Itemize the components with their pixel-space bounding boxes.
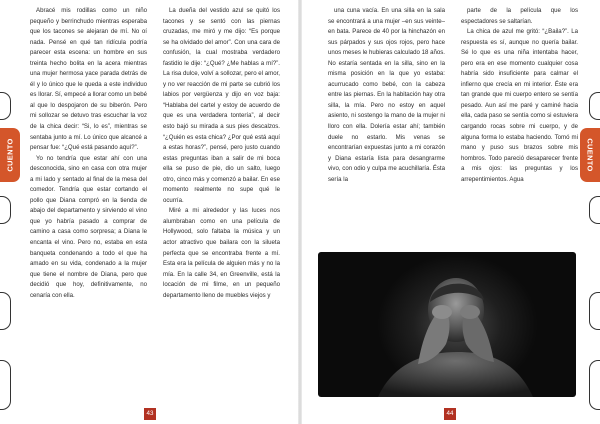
page-edge-tab-outline	[589, 196, 600, 224]
page-number: 43	[144, 408, 156, 420]
section-tab-label: CUENTO	[5, 138, 15, 172]
section-tab-label: CUENTO	[585, 138, 595, 172]
paragraph: Miré a mi alrededor y las luces nos alumbraban como en una película de Hollywood, solo faltaba la música y un actor atractivo que bailara con la silueta perfecta que se encontraba frente a mí. Esta era la película de alguien más y no la mía. En la calle 34, en Greenville, está la locación de mi filme, en un pequeño departamento lleno de muebles viejos y	[163, 207, 280, 299]
page-edge-tab-outline	[589, 92, 600, 120]
book-gutter	[298, 0, 302, 424]
page-edge-tab-outline	[0, 92, 11, 120]
section-tab-left	[0, 128, 20, 182]
paragraph: Abracé mis rodillas como un niño pequeño y berrinchudo mientras esperaba que los tacones se alejaran de mí. No oí nada. Pensé en qué tan ridícula podría parecer esta escena: un hombre en sus treinta hecho bolita en la acera mientras una mujer hermosa yace parada detrás de él y lo único que le queda a este individuo es llorar. Sí, empecé a llorar como un bebé al que lo despojaron de su biberón. Pero mi sollozar se detuvo tras escuchar la voz de la chica decir: “Si, lo es”, mientras se sentaba junto a mí. Lo único que alcancé a pensar fue: “¿Qué está pasando aquí?”.	[30, 7, 147, 152]
left-page-column-1	[30, 6, 147, 301]
page-edge-tab-outline	[0, 360, 11, 410]
page-edge-tab-outline	[589, 292, 600, 330]
story-photo	[318, 252, 576, 397]
page-edge-tab-outline	[0, 196, 11, 224]
page-edge-tab-outline	[0, 292, 11, 330]
paragraph: parte de la película que los espectadores se saltarían.	[461, 7, 578, 25]
paragraph: La dueña del vestido azul se quitó los tacones y se sentó con las piernas cruzadas, me miró y me dijo: “Es porque se ha olvidado del amor”. Con una cara de confusión, la cual mostraba verdadero fastidio le dije: “¿Qué? ¿Me hablas a mí?”. La risa dulce, volví a sollozar, pero el amor, y no ver reacción de mi parte se cubrió los labios por vergüenza y dijo en voz baja: “Hablaba del cartel y estoy de acuerdo de que es una verdadera tontería”, al decir esto bajó su mirada a sus pies descalzos. “¿Quién es esta chica? ¿Por qué está aquí a estas horas?”, pensé, pero justo cuando estas preguntas iban a salir de mi boca ella se puso de pie, dio un salto, luego otro, cinco más y comenzó a bailar. En ese momento realmente no supe qué le ocurría.	[163, 7, 280, 204]
right-page-column-1	[328, 6, 445, 185]
page-number: 44	[444, 408, 456, 420]
paragraph: una cuna vacía. En una silla en la sala se encontrará a una mujer –en sus veinte– en bata. Parece de 40 por la hinchazón en sus párpados y sus ojos rojos, pero hace unos meses le hubieras calculado 18 años. No estaría sentada en la silla, sino en la misma posición en la que yo estaba: acurrucado como bebé, con la cabeza entre las piernas. En la habitación hay otra silla, la mía. Pero no estoy en aquel asiento, ni sostengo la mano de la mujer ni lloro con ella. Dolería estar ahí; también duele no estarlo. Mis venas se encontrarían expuestas junto a mi corazón y Diana estaría lista para desangrarme vivo, con odio y culpa me acuchillaría. Ésta sería la	[328, 7, 445, 183]
left-page-column-2	[163, 6, 280, 301]
man-with-head-in-hands-image	[318, 252, 576, 397]
right-page-column-2	[461, 6, 578, 185]
section-tab-right	[580, 128, 600, 182]
paragraph: Yo no tendría que estar ahí con una desconocida, sino en casa con otra mujer a mi lado y sentado al final de la mesa del comedor. Tendría que estar cortando el pollo que Diana compró en la tienda de abajo del departamento y sirviendo el vino que yo habría pasado a comprar de camino a casa como sorpresa; a Diana le encanta el vino. Pero no, estaba en esta banqueta condenando a todo el que ha amado en su vida, condenado a la mujer que tiene el nombre de Diana, pero que decidió que hoy, definitivamente, no cenaría con ella.	[30, 154, 147, 299]
page-edge-tab-outline	[589, 360, 600, 410]
paragraph: La chica de azul me gritó: “¿Baila?”. La respuesta es sí, aunque no quería bailar. Sé lo que es una niña intentaba hacer, pero era en ese momento cualquier cosa habría sido insuficiente para calmar el infierno que crecía en mi interior. Éste era tan grande que mi cuerpo entero se sentía pesado. Aun así me paré y caminé hacia ella, cada paso se sentía como si estuviera cargando rocas sobre mi cuerpo, y de alguna forma lo estaba haciendo. Tomó mi mano y puso sus brazos sobre mis hombros. Todo pareció desaparecer frente a mis ojos: las preguntas y los arrepentimientos. Agua	[461, 28, 578, 183]
